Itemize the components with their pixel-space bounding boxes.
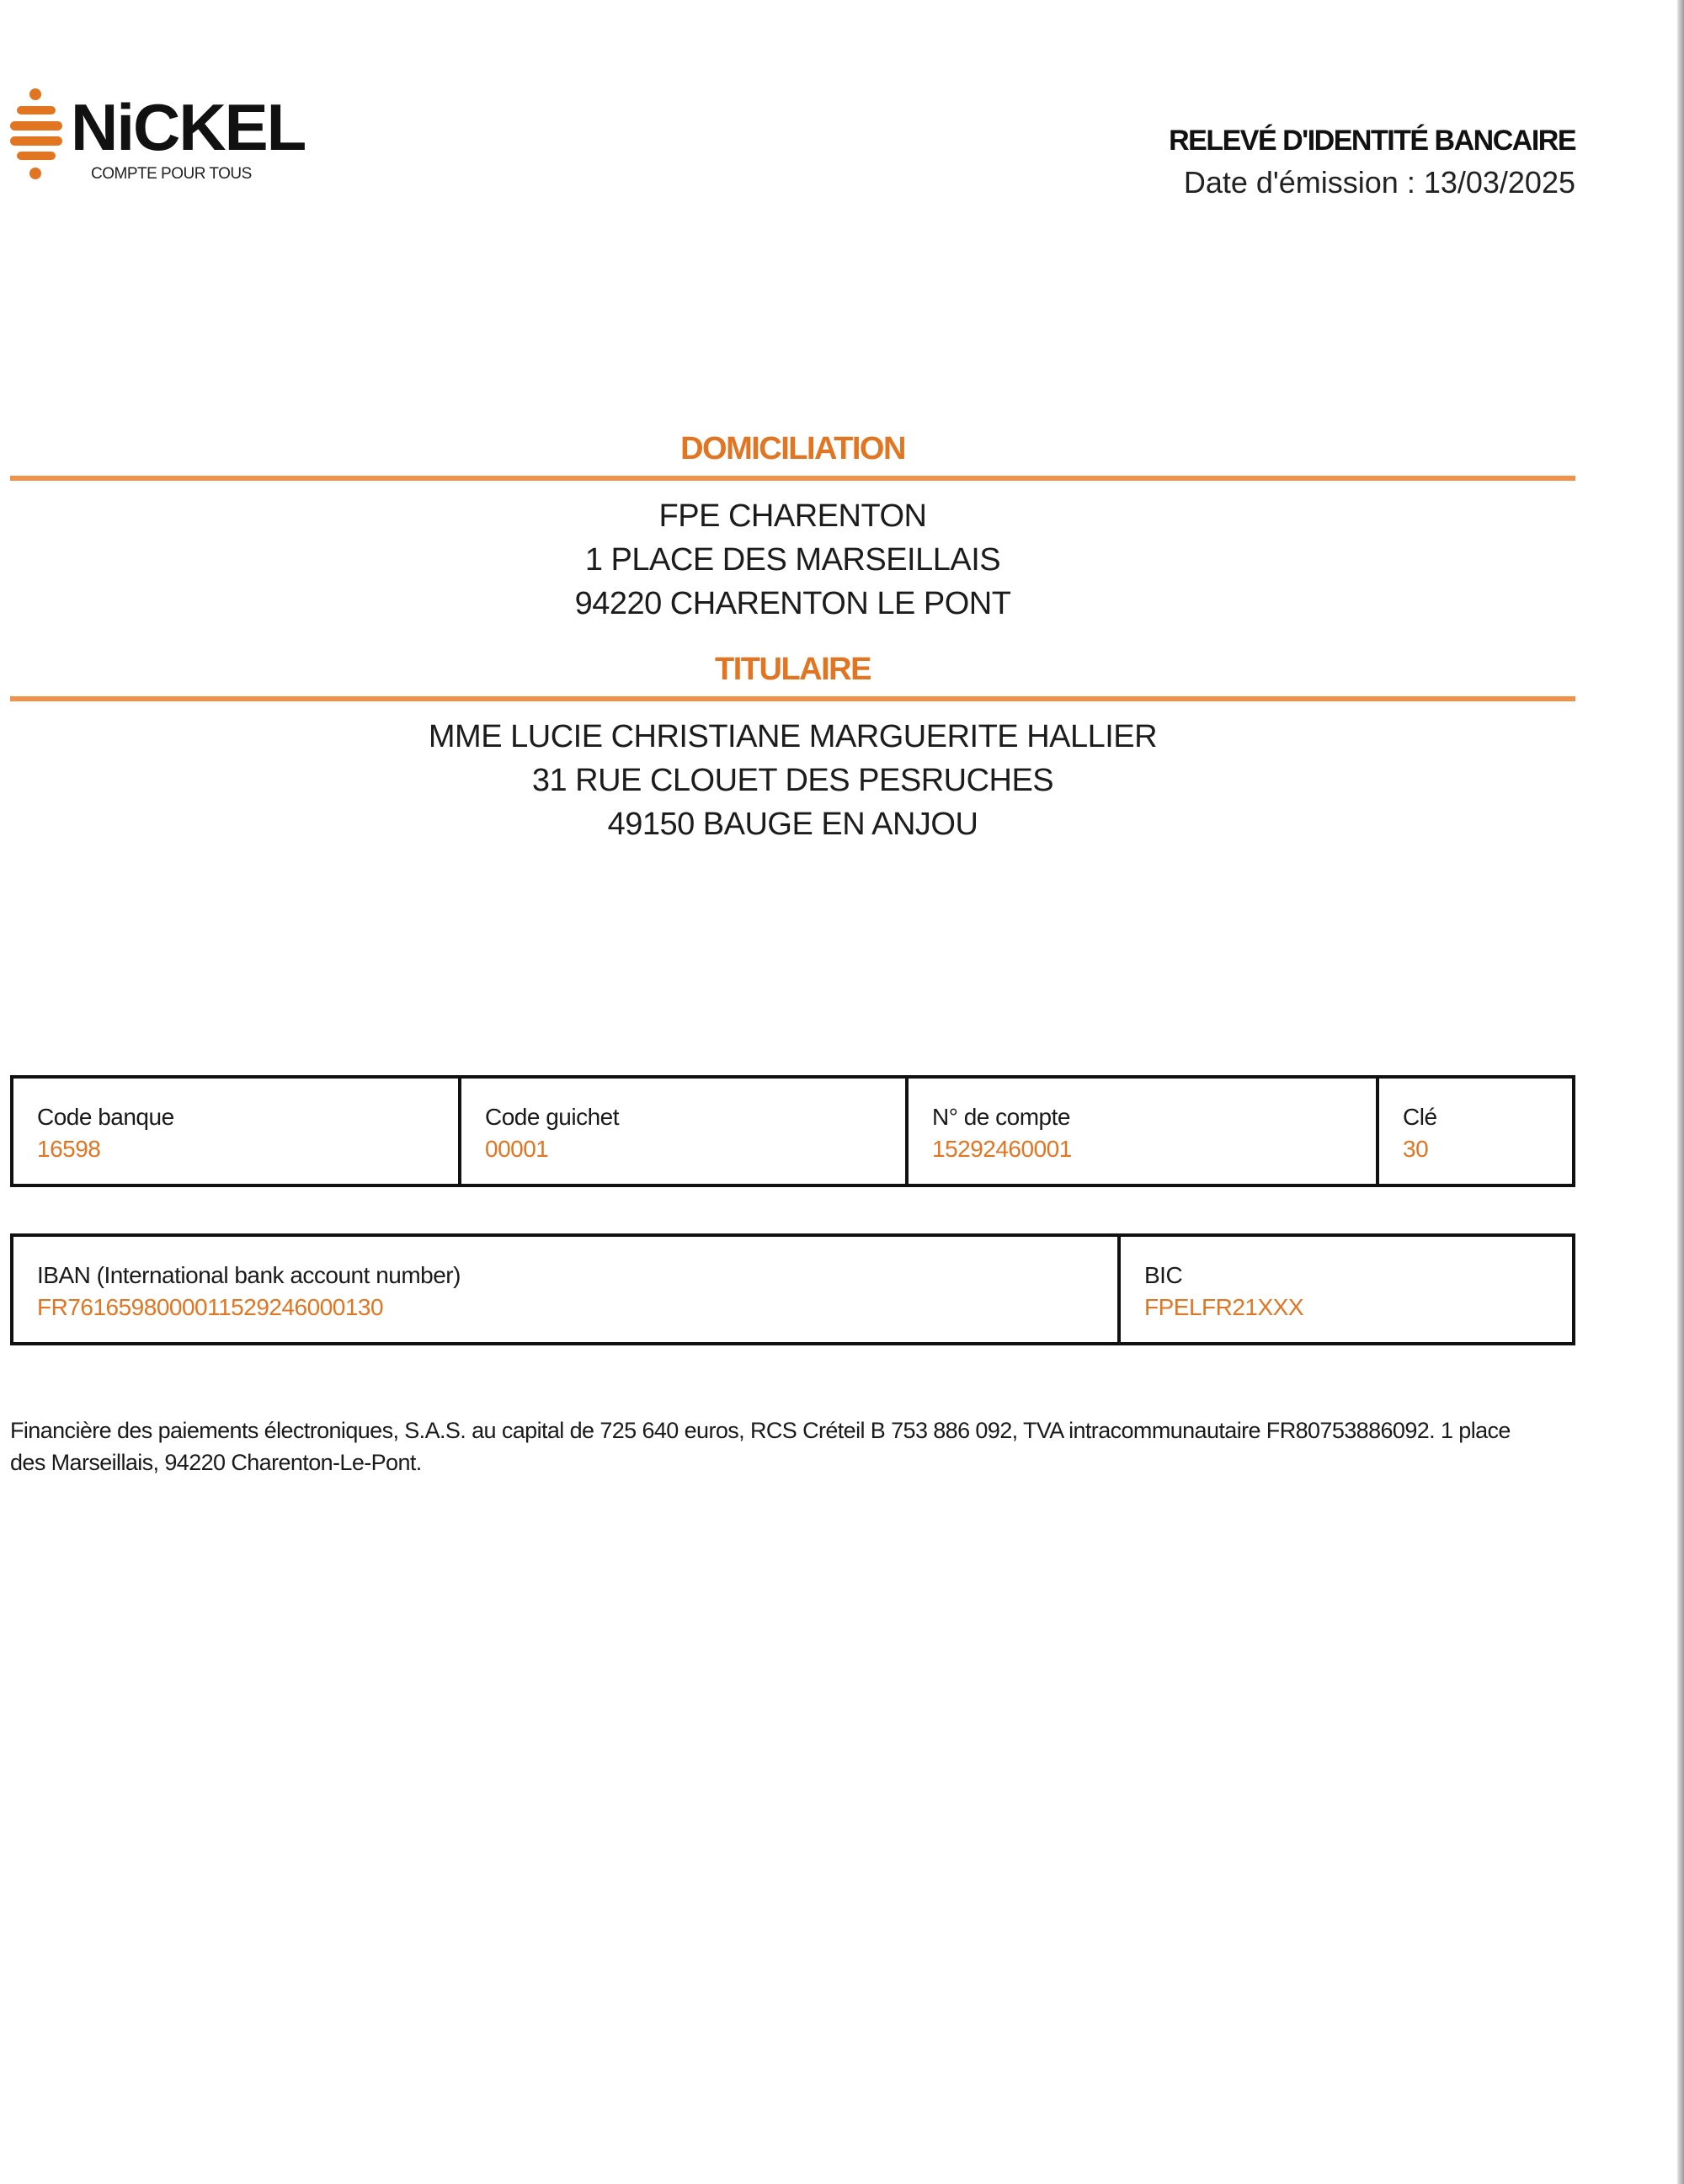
titulaire-title: TITULAIRE [715,652,871,687]
code-banque-cell [13,1079,461,1184]
bic-label: BIC [1144,1262,1183,1288]
logo-wordmark: NiCKEL [71,90,306,164]
numero-compte-cell [909,1079,1379,1184]
cle-value: 30 [1403,1136,1429,1162]
code-guichet-cell [461,1079,909,1184]
code-banque-label: Code banque [37,1104,174,1130]
code-banque-value: 16598 [37,1136,101,1162]
domiciliation-line: 1 PLACE DES MARSEILLAIS [584,542,1001,578]
titulaire-divider [10,696,1575,701]
domiciliation-divider [10,476,1575,481]
iban-value: FR7616598000011529246000130 [37,1294,384,1320]
cle-cell [1379,1079,1572,1184]
bank-details-table [10,1075,1575,1187]
numero-compte-label: N° de compte [932,1104,1070,1130]
domiciliation-title: DOMICILIATION [680,431,905,466]
page-edge-shadow [1677,0,1684,2184]
iban-table [10,1233,1575,1345]
document-title: RELEVÉ D'IDENTITÉ BANCAIRE [1169,125,1575,157]
code-guichet-label: Code guichet [485,1104,620,1130]
titulaire-line: 31 RUE CLOUET DES PESRUCHES [531,763,1054,798]
numero-compte-value: 15292460001 [932,1136,1072,1162]
issue-date: Date d'émission : 13/03/2025 [1183,165,1575,200]
logo-tagline: COMPTE POUR TOUS [91,165,252,183]
nickel-logo [10,88,313,189]
cle-label: Clé [1403,1104,1437,1130]
iban-label: IBAN (International bank account number) [37,1262,461,1288]
bic-cell [1121,1237,1572,1342]
titulaire-line: 49150 BAUGE EN ANJOU [607,807,978,842]
titulaire-line: MME LUCIE CHRISTIANE MARGUERITE HALLIER [428,719,1158,754]
nickel-logo-icon [10,88,64,185]
domiciliation-line: FPE CHARENTON [658,498,927,534]
domiciliation-line: 94220 CHARENTON LE PONT [574,586,1011,621]
bic-value: FPELFR21XXX [1144,1294,1304,1320]
iban-cell [13,1237,1121,1342]
legal-footer: Financière des paiements électroniques, S.A.S. au capital de 725 640 euros, RCS Créteil B 753 886 092, TVA intracommunautaire FR80753886092. 1 place des Marseillais, 94220 Charenton-Le-Pont. [10,1418,1511,1475]
code-guichet-value: 00001 [485,1136,549,1162]
